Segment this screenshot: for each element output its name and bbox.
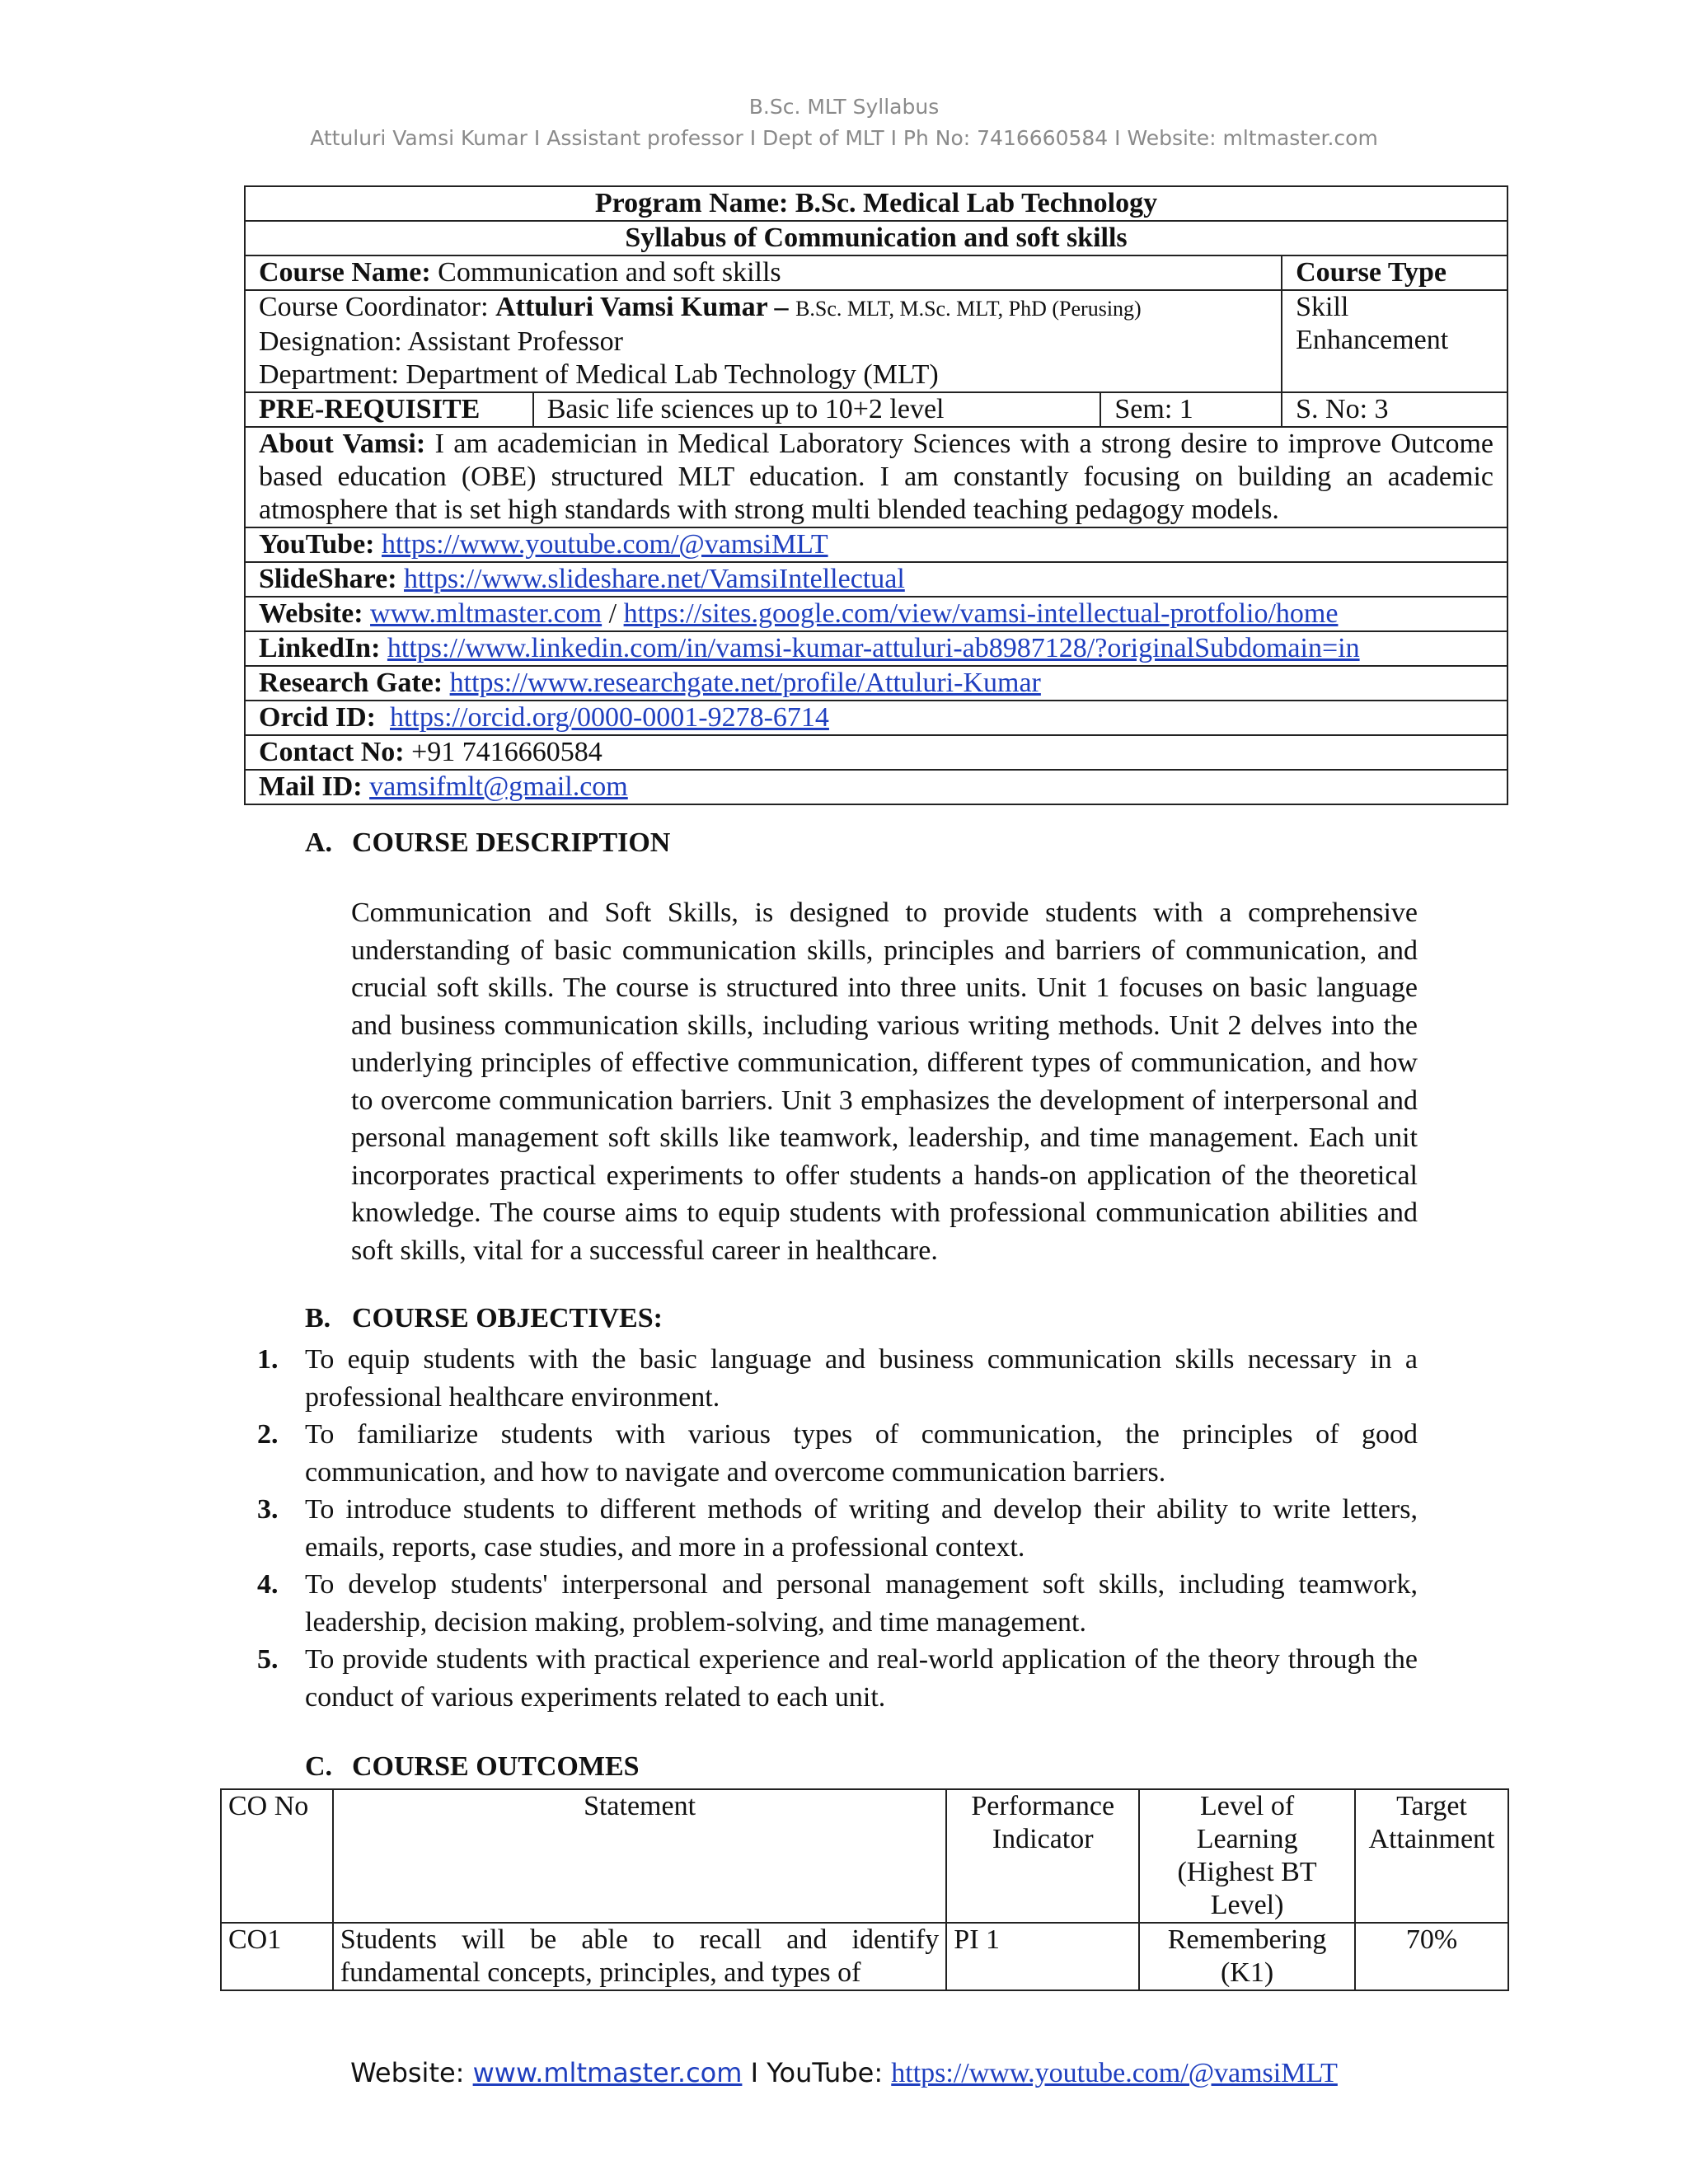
semester: Sem: 1 [1100,392,1282,427]
table-row [221,1923,1508,1990]
about-row [245,427,1507,527]
course-name-cell [245,255,1282,290]
page-header-subtitle: Attuluri Vamsi Kumar I Assistant professor I Dept of MLT I Ph No: 7416660584 I Website: mltmaster.com [310,126,1378,150]
website-row [245,597,1507,631]
footer-website-label: Website: [350,2057,473,2088]
section-b-heading: B. COURSE OBJECTIVES: [305,1303,663,1333]
linkedin-link[interactable]: https://www.linkedin.com/in/vamsi-kumar-attuluri-ab8987128/?originalSubdomain=in [387,633,1360,663]
slideshare-link[interactable]: https://www.slideshare.net/VamsiIntellectual [404,564,905,594]
course-type-value: Skill Enhancement [1282,290,1507,392]
website-label: Website: [259,598,363,629]
course-name-row [245,255,1507,290]
objectives-list [257,1341,1418,1716]
list-item: 2. To familiarize students with various types of communication, the principles of good communication, and how to navigate and overcome communication barriers. [257,1419,1418,1488]
list-item: 1. To equip students with the basic language and business communication skills necessary in a professional healthcare environment. [257,1344,1418,1413]
header-statement: Statement [333,1789,946,1923]
course-info-table [244,185,1508,805]
linkedin-label: LinkedIn: [259,633,381,663]
footer-youtube-link[interactable]: https://www.youtube.com/@vamsiMLT [891,2058,1338,2088]
about-cell [245,427,1507,527]
prereq-label: PRE-REQUISITE [245,392,533,427]
list-item: 5. To provide students with practical experience and real-world application of the theory through the conduct of various experiments related to each unit. [257,1644,1418,1713]
coordinator-name: Attuluri Vamsi Kumar – [495,292,796,322]
researchgate-label: Research Gate: [259,668,443,698]
section-a-heading: A. COURSE DESCRIPTION [305,827,671,858]
department: Department: Department of Medical Lab Technology (MLT) [259,359,939,390]
youtube-link[interactable]: https://www.youtube.com/@vamsiMLT [381,529,828,560]
slideshare-label: SlideShare: [259,564,397,594]
course-name-label: Course Name: [259,257,431,288]
slideshare-row [245,562,1507,597]
orcid-label: Orcid ID: [259,702,376,733]
program-name: Program Name: B.Sc. Medical Lab Technology [245,186,1507,221]
youtube-label: YouTube: [259,529,375,560]
list-item: 4. To develop students' interpersonal and personal management soft skills, including teamwork, leadership, decision making, problem-solving, and time management. [257,1569,1418,1638]
header-level-of-learning: Level of Learning (Highest BT Level) [1139,1789,1355,1923]
list-item: 3. To introduce students to different methods of writing and develop their ability to write letters, emails, reports, case studies, and more in a professional context. [257,1494,1418,1563]
website-link[interactable]: www.mltmaster.com [370,598,603,629]
about-label: About Vamsi: [259,429,426,459]
header-performance-indicator: Performance Indicator [946,1789,1139,1923]
mail-label: Mail ID: [259,771,363,802]
researchgate-link[interactable]: https://www.researchgate.net/profile/Attuluri-Kumar [449,668,1041,698]
footer-separator: I YouTube: [742,2057,892,2088]
co-statement: Students will be able to recall and identify fundamental concepts, principles, and types of [333,1923,946,1990]
website-separator: / [602,598,624,629]
linkedin-row [245,631,1507,666]
coordinator-quals: B.Sc. MLT, M.Sc. MLT, PhD (Perusing) [795,297,1142,321]
coordinator-cell [245,290,1282,392]
orcid-link[interactable]: https://orcid.org/0000-0001-9278-6714 [389,702,829,733]
co-target: 70% [1355,1923,1508,1990]
youtube-row [245,527,1507,562]
course-type-label: Course Type [1282,255,1507,290]
section-c-heading: C. COURSE OUTCOMES [305,1751,640,1782]
about-text: I am academician in Medical Laboratory Sciences with a strong desire to improve Outcome based education (OBE) structured MLT education. I am constantly focusing on building an academic atmosphere that is set high standards with strong multi blended teaching pedagogy models. [259,429,1493,525]
syllabus-row [245,221,1507,255]
program-row [245,186,1507,221]
course-description: Communication and Soft Skills, is designed to provide students with a comprehensive understanding of basic communication skills, principles and barriers of communication, and crucial soft skills. The course is structured into three units. Unit 1 focuses on basic language and business communication skills, including various writing methods. Unit 2 delves into the underlying principles of effective communication, different types of communication, and how to overcome communication barriers. Unit 3 emphasizes the development of interpersonal and personal management soft skills like teamwork, leadership, and time management. Each unit incorporates practical experiments to offer students a hands-on application of the theoretical knowledge. The course aims to equip students with professional communication abilities and soft skills, vital for a successful career in healthcare. [351,898,1418,1266]
researchgate-row [245,666,1507,701]
footer-website-link[interactable]: www.mltmaster.com [472,2057,743,2088]
prereq-row [245,392,1507,427]
contact-row [245,735,1507,770]
mail-link[interactable]: vamsifmlt@gmail.com [369,771,628,802]
co-level: Remembering (K1) [1139,1923,1355,1990]
portfolio-link[interactable]: https://sites.google.com/view/vamsi-intellectual-protfolio/home [623,598,1339,629]
page-footer [0,2057,1688,2089]
serial-no: S. No: 3 [1282,392,1507,427]
header-co-no: CO No [221,1789,333,1923]
coordinator-label: Course Coordinator: [259,292,496,322]
mail-row [245,770,1507,804]
prereq-value: Basic life sciences up to 10+2 level [533,392,1101,427]
syllabus-title: Syllabus of Communication and soft skills [245,221,1507,255]
course-name-value: Communication and soft skills [430,257,781,288]
contact-label: Contact No: [259,737,405,767]
page-header-title: B.Sc. MLT Syllabus [748,95,940,119]
designation: Designation: Assistant Professor [259,326,623,357]
coordinator-row [245,290,1507,392]
contact-value: +91 7416660584 [404,737,603,767]
co-performance-indicator: PI 1 [946,1923,1139,1990]
header-target-attainment: Target Attainment [1355,1789,1508,1923]
orcid-row [245,701,1507,735]
course-outcomes-table [220,1788,1509,1991]
co-number: CO1 [221,1923,333,1990]
table-header-row [221,1789,1508,1923]
